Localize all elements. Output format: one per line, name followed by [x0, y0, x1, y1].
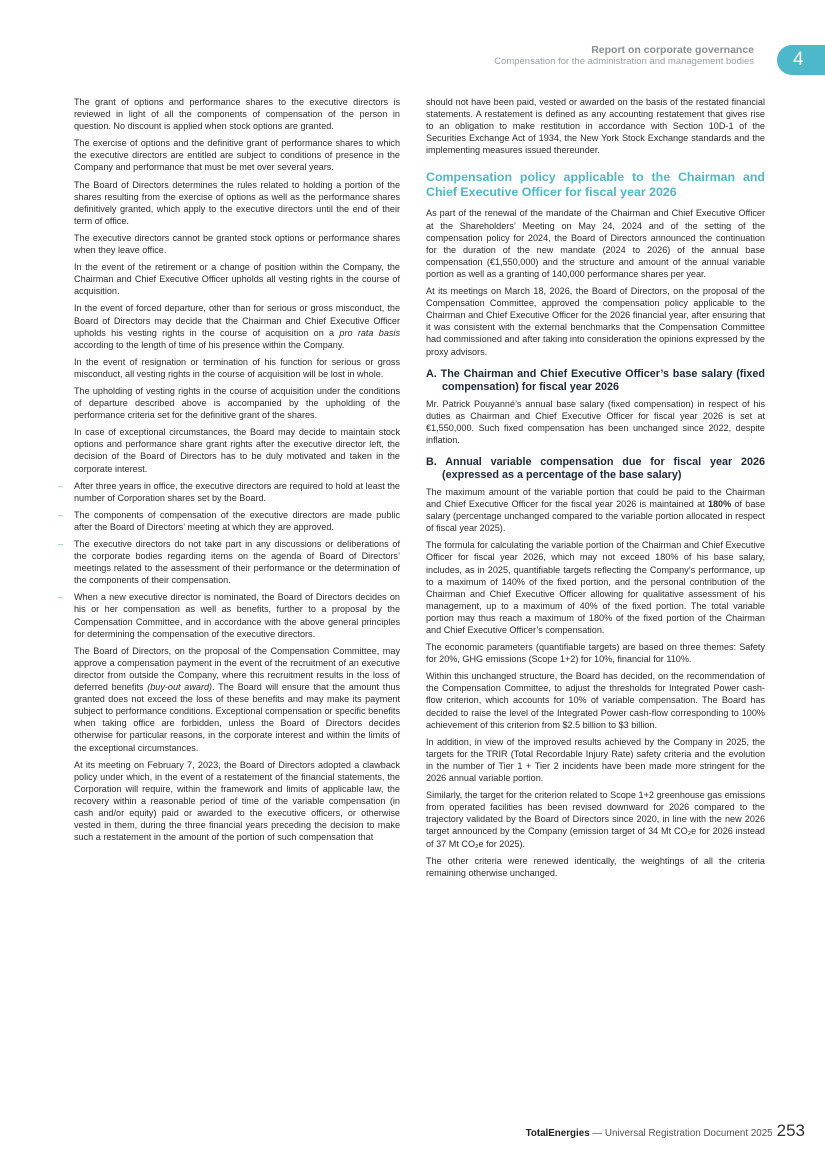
paragraph: As part of the renewal of the mandate of the Chairman and Chief Executive Officer at the Shareholders’ Meeting on May 24, 2024 and of the setting of the compensation policy for 2024, the Board of Directors announced the continuation for the duration of the new mandate (2024 to 2026) of the annual base compensation (€1,550,000) and the structure and amount of the annual variable portion as well as a granting of 140,000 performance shares per year.: [426, 208, 765, 279]
subsection-heading-a: A. The Chairman and Chief Executive Officer’s base salary (fixed compensation) for fiscal year 2026: [426, 367, 765, 394]
paragraph: At its meetings on March 18, 2026, the Board of Directors, on the proposal of the Compensation Committee, approved the compensation policy applicable to the Chairman and Chief Executive Officer for the 2026 financial year, after ensuring that it was consistent with the external benchmarks that the Compensation Committee had commissioned and after taking into consideration the opinions expressed by the proxy advisors.: [426, 286, 765, 357]
paragraph: The exercise of options and the definitive grant of performance shares to which the executive directors are entitled are subject to conditions of presence in the Company and performance that must be met over several years.: [74, 138, 400, 173]
paragraph: In case of exceptional circumstances, the Board may decide to maintain stock options and performance share grant rights after the executive director left, the decision of the Board of Directors has to be duly motivated and taken in the corporate interest.: [74, 427, 400, 474]
right-column: [426, 96, 765, 884]
paragraph: [74, 302, 400, 350]
left-column: [74, 96, 400, 848]
header-title: Report on corporate governance: [591, 44, 754, 56]
paragraph: The Board of Directors determines the rules related to holding a portion of the shares resulting from the exercise of options as well as the performance shares definitively granted, which apply to the executive directors until the end of their term of office.: [74, 179, 400, 226]
paragraph: In the event of the retirement or a change of position within the Company, the Chairman and Chief Executive Officer upholds all vesting rights in the course of acquisition.: [74, 262, 400, 297]
bold-text: 180%: [707, 499, 732, 510]
paragraph: The economic parameters (quantifiable targets) are based on three themes: Safety for 20%, GHG emissions (Scope 1+2) for 10%, financial for 110%.: [426, 642, 765, 665]
list-item: – When a new executive director is nominated, the Board of Directors decides on his or her compensation as well as benefits, further to a proposal by the Compensation Committee, and in accordance with the above general principles for determining the compensation of the executive directors.: [74, 591, 400, 639]
paragraph: At its meeting on February 7, 2023, the Board of Directors adopted a clawback policy under which, in the event of a restatement of the financial statements, the Corporation will require, within the framework and limits of applicable law, the recovery within a reasonable period of time of the variable compensation (in cash and/or equity) paid or awarded to the executive officers, or otherwise vested in them, during the three financial years preceding the decision to make such a restatement in the amount of the portion of such compensation that: [74, 759, 400, 843]
paragraph: The executive directors cannot be granted stock options or performance shares when they leave office.: [74, 232, 400, 256]
bullet-list: [74, 480, 400, 640]
text-run: . The Board will ensure that the amount thus granted does not exceed the loss of these benefits and may make its payment subject to performance conditions. Exceptional compensation or specific benefits when taking office are forbidden, unless the Board of Directors decides otherwise for particular reasons, in the corporate interest and within the limits of the exceptional circumstances.: [74, 682, 400, 753]
page-header: [494, 44, 754, 67]
list-item: – The executive directors do not take part in any discussions or deliberations of the corporate bodies regarding items on the agenda of Board of Directors’ meetings related to the assessment of their performance or the determination of the components of their compensation.: [74, 538, 400, 586]
italic-text: pro rata basis: [339, 327, 400, 338]
chapter-tab: 4: [777, 45, 825, 75]
paragraph: The other criteria were renewed identically, the weightings of all the criteria remaining otherwise unchanged.: [426, 855, 765, 878]
text-run: In the event of forced departure, other than for serious or gross misconduct, the Board of Directors may decide that the Chairman and Chief Executive Officer upholds his vesting rights in the course of acquisition on a: [74, 303, 400, 338]
paragraph: Similarly, the target for the criterion related to Scope 1+2 greenhouse gas emissions from operated facilities has been revised downward for 2026 compared to the trajectory validated by the Board of Directors since 2020, in line with the new 2026 target announced by the Company (emission target of 34 Mt CO₂e for 2026 instead of 37 Mt CO₂e for 2025).: [426, 790, 765, 849]
text-run: The Board of Directors, on the proposal of the Compensation Committee, may approve a compensation payment in the event of the recruitment of an executive director from outside the Company, where this recruitment results in the loss of deferred benefits: [74, 645, 400, 693]
header-subtitle: Compensation for the administration and management bodies: [494, 56, 754, 67]
paragraph: [74, 645, 400, 754]
page-footer: [526, 1121, 805, 1141]
paragraph: The grant of options and performance shares to the executive directors is reviewed in light of all the components of compensation of the person in question. No discount is applied when stock options are granted.: [74, 97, 400, 132]
section-heading: Compensation policy applicable to the Chairman and Chief Executive Officer for fiscal year 2026: [426, 170, 765, 200]
footer-document: — Universal Registration Document 2025: [589, 1128, 773, 1139]
page-number: 253: [776, 1121, 805, 1140]
list-item: – The components of compensation of the executive directors are made public after the Board of Directors’ meeting at which they are approved.: [74, 509, 400, 533]
text-run: according to the length of time of his presence within the Company.: [74, 339, 345, 350]
paragraph: In addition, in view of the improved results achieved by the Company in 2025, the targets for the TRIR (Total Recordable Injury Rate) safety criteria and the evolution in the number of Tier 1 + Tier 2 incidents have been made more stringent for the 2026 annual variable portion.: [426, 736, 765, 784]
paragraph: Within this unchanged structure, the Board has decided, on the recommendation of the Compensation Committee, to adjust the thresholds for Integrated Power cash-flow criterion, which accounts for 10% of variable compensation. The Board has decided to raise the level of the Integrated Power cash-flow corresponding to 100% achievement of this criterion from $2.5 billion to $3 billion.: [426, 671, 765, 730]
paragraph: Mr. Patrick Pouyanné’s annual base salary (fixed compensation) in respect of his duties as Chairman and Chief Executive Officer for fiscal year 2026 is set at €1,550,000. Such fixed compensation has been unchanged since 2022, despite inflation.: [426, 398, 765, 445]
subsection-heading-b: B. Annual variable compensation due for fiscal year 2026 (expressed as a percentage of the base salary): [426, 455, 765, 482]
italic-text: (buy-out award): [147, 682, 213, 693]
text-run: of base salary (percentage unchanged compared to the variable portion allocated in respect of fiscal year 2025).: [426, 499, 765, 534]
paragraph: [426, 486, 765, 534]
text-run: The maximum amount of the variable portion that could be paid to the Chairman and Chief Executive Officer for the fiscal year 2026 is maintained at: [426, 486, 765, 510]
footer-company: TotalEnergies: [525, 1128, 590, 1139]
paragraph: should not have been paid, vested or awarded on the basis of the restated financial statements. A restatement is defined as any accounting restatement that gives rise to an obligation to make restitution in accordance with Section 10D-1 of the Securities Exchange Act of 1934, the New York Stock Exchange standards and the implementing measures issued thereunder.: [426, 97, 765, 156]
paragraph: The formula for calculating the variable portion of the Chairman and Chief Executive Officer for fiscal year 2026, which may not exceed 180% of his base salary, includes, as in 2025, quantifiable targets reflecting the Company’s performance, up to a maximum of 140% of the fixed portion, and the personal contribution of the Chairman and Chief Executive Officer allowing for qualitative assessment of his management, up to a maximum of 40% of the fixed portion. The total variable portion may thus reach a maximum of 180% of the fixed portion of the Chairman and Chief Executive Officer’s compensation.: [426, 540, 765, 635]
paragraph: In the event of resignation or termination of his function for serious or gross misconduct, all vesting rights in the course of acquisition will be lost in whole.: [74, 356, 400, 379]
paragraph: The upholding of vesting rights in the course of acquisition under the conditions of departure described above is accompanied by the upholding of the performance criteria set for the definitive grant of the shares.: [74, 385, 400, 421]
list-item: – After three years in office, the executive directors are required to hold at least the number of Corporation shares set by the Board.: [74, 480, 400, 504]
